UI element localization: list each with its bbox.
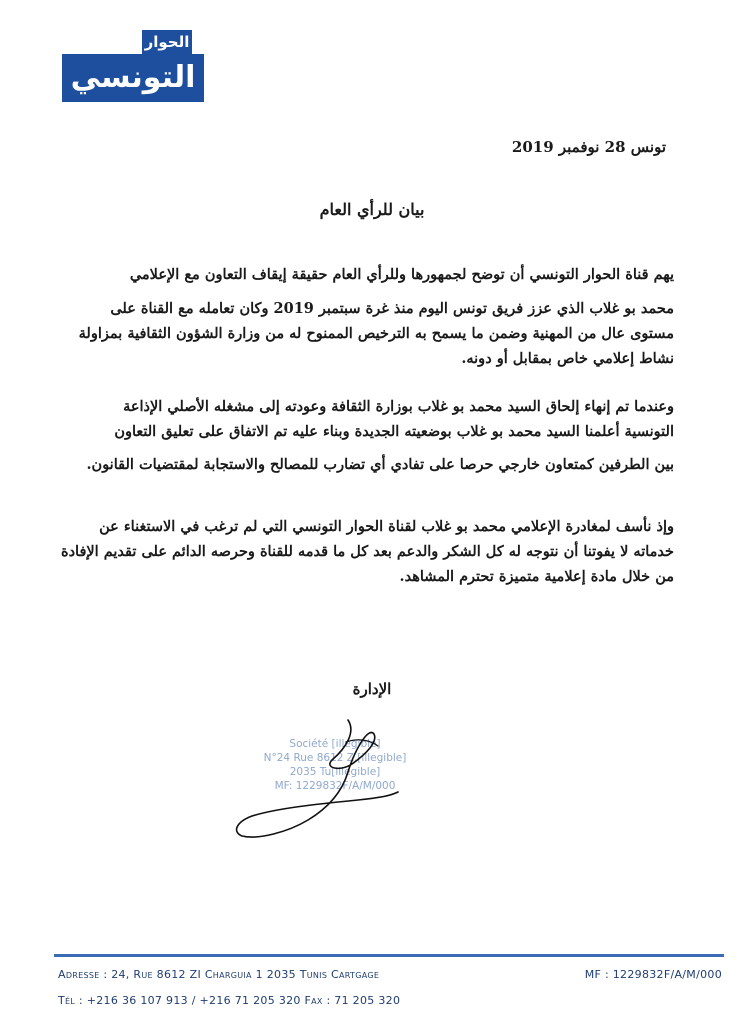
- letter-title: بيان للرأي العام: [319, 200, 425, 219]
- footer-address: Adresse : 24, Rue 8612 ZI Charguia 1 2035 Tunis Cartgage: [58, 968, 380, 981]
- paragraph-3: [114, 394, 674, 444]
- footer-divider: [54, 954, 724, 957]
- stamp-line: Société [illegible]: [289, 738, 381, 750]
- paragraph-line: وعندما تم إنهاء إلحاق السيد محمد بو غلاب بوزارة الثقافة وعودته إلى مشغله الأصلي الإذاعة: [123, 398, 674, 415]
- paragraph-line: نشاط إعلامي خاص بمقابل أو دونه.: [461, 350, 674, 367]
- footer-phones: Tél : +216 36 107 913 / +216 71 205 320 Fax : 71 205 320: [58, 994, 401, 1007]
- paragraph-line: التونسية أعلمنا السيد محمد بو غلاب بوضعيته الجديدة وبناء عليه تم الاتفاق على تعليق التعاون: [114, 423, 674, 440]
- paragraph-4: [87, 452, 675, 477]
- letter-date: تونس 28 نوفمبر 2019: [511, 138, 666, 156]
- logo-main-word: التونسي: [62, 54, 204, 102]
- logo-top-word: الحوار: [142, 30, 192, 54]
- paragraph-line: مستوى عال من المهنية وضمن ما يسمح به الترخيص الممنوح له من وزارة الشؤون الثقافية بمزاولة: [78, 325, 674, 342]
- handwritten-signature: [228, 712, 428, 852]
- paragraph-2: [79, 296, 674, 371]
- stamp-line: N°24 Rue 8612 Z.[illegible]: [263, 752, 407, 764]
- stamp-line: 2035 Tu[illegible]: [289, 766, 381, 778]
- paragraph-1: [130, 262, 674, 287]
- paragraph-line: وإذ نأسف لمغادرة الإعلامي محمد بو غلاب لقناة الحوار التونسي التي لم ترغب في الاستغناء عن: [99, 518, 674, 535]
- paragraph-5: [61, 514, 674, 589]
- paragraph-line: من خلال مادة إعلامية متميزة تحترم المشاهد.: [399, 568, 674, 585]
- signature-label: الإدارة: [352, 680, 392, 698]
- paragraph-line: بين الطرفين كمتعاون خارجي حرصا على تفادي أي تضارب للمصالح والاستجابة لمقتضيات القانون.: [86, 456, 674, 473]
- paragraph-line: خدماته لا يفوتنا أن نتوجه له كل الشكر والدعم بعد كل ما قدمه للقناة وحرصه الدائم على تقديم الإفادة: [60, 543, 674, 560]
- paragraph-line: يهم قناة الحوار التونسي أن توضح لجمهورها وللرأي العام حقيقة إيقاف التعاون مع الإعلامي: [129, 266, 674, 283]
- footer-tax-id: MF : 1229832F/A/M/000: [584, 968, 722, 981]
- stamp-line: MF: 1229832F/A/M/000: [274, 780, 396, 792]
- channel-logo: [62, 30, 204, 102]
- paragraph-line: محمد بو غلاب الذي عزز فريق تونس اليوم منذ غرة سبتمبر 2019 وكان تعامله مع القناة على: [110, 300, 674, 317]
